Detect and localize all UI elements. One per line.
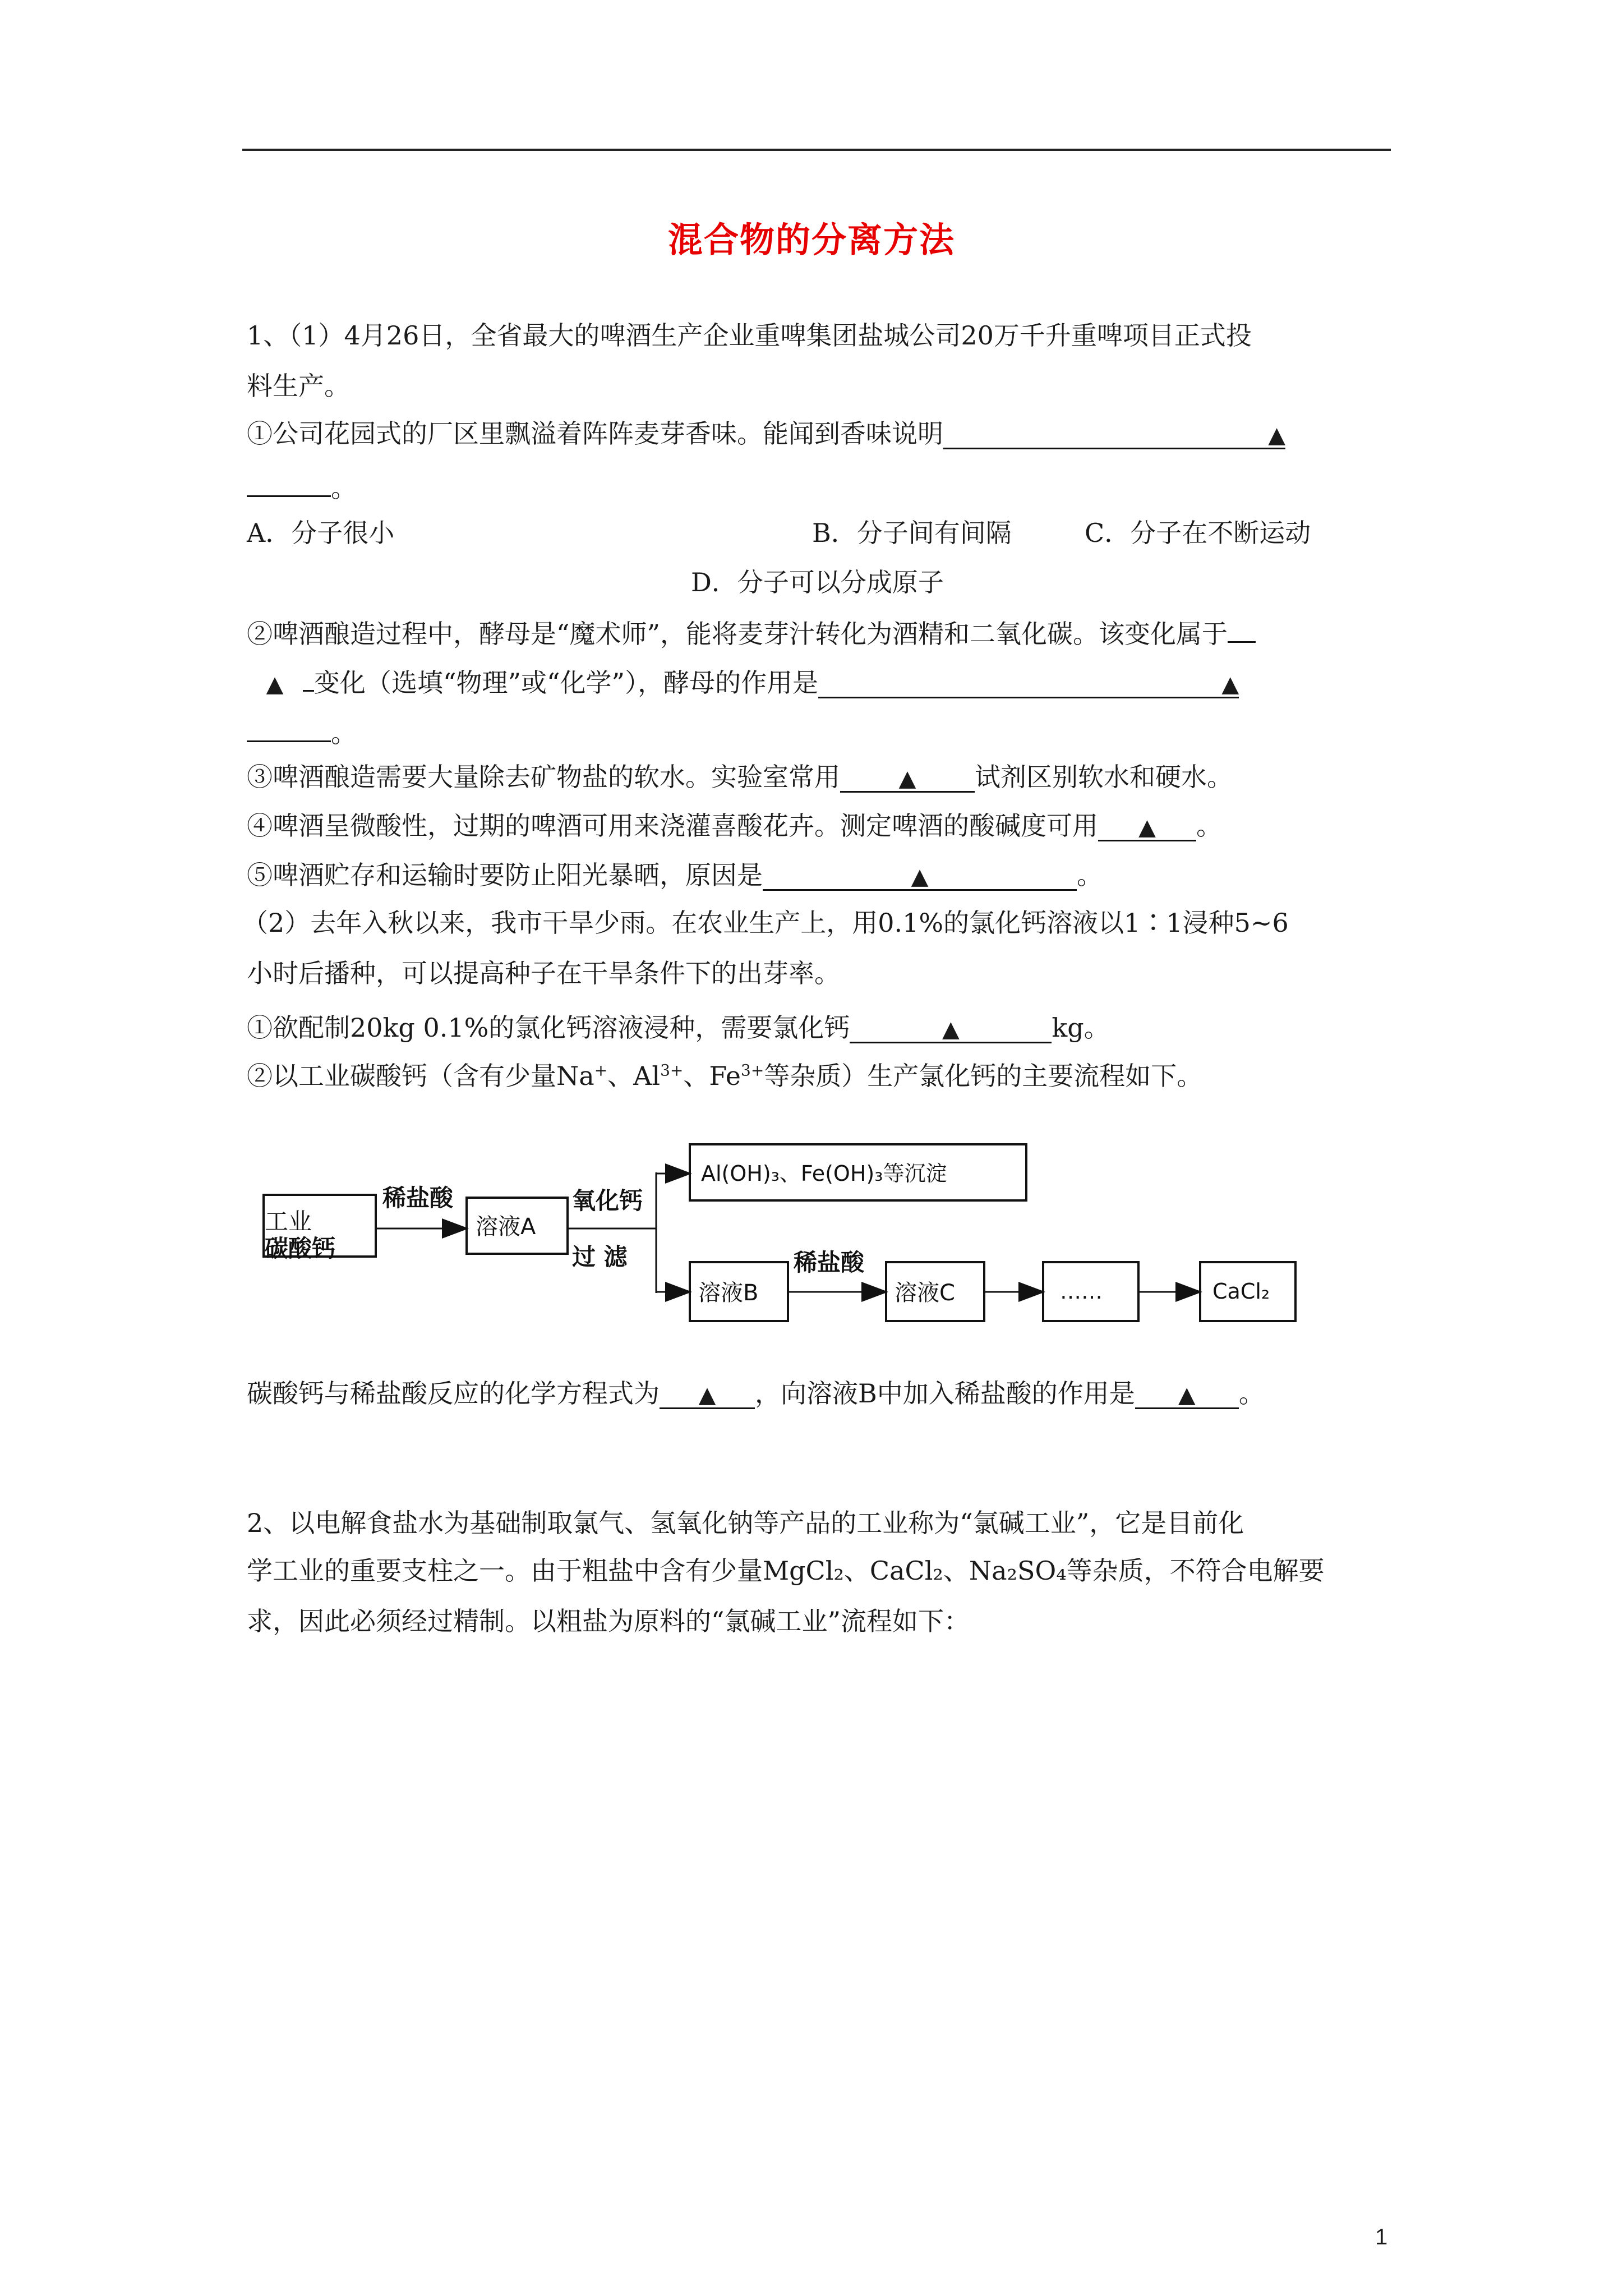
period: 。 [1077,860,1103,890]
q1-item2-blank1a[interactable] [1228,613,1256,643]
q1-part2-line2: 小时后播种，可以提高种子在干旱条件下的出芽率。 [247,958,840,988]
triangle-icon: ▲ [942,1016,960,1042]
q1-item3-text: ③啤酒酿造需要大量除去矿物盐的软水。实验室常用 [247,762,840,792]
q1-part2-item2-text: ②以工业碳酸钙（含有少量Na [247,1061,594,1091]
triangle-icon: ▲ [266,671,284,697]
q1-part2-item2-text-al: 、Al [607,1061,661,1091]
product-label: CaCl₂ [1212,1279,1270,1304]
triangle-icon: ▲ [1138,815,1156,840]
q1-item3 [247,760,1233,794]
solution-b-label: 溶液B [698,1280,759,1306]
precipitate-label: Al(OH)₃、Fe(OH)₃等沉淀 [701,1161,947,1186]
reagent-1-label: 稀盐酸 [382,1184,454,1212]
q1-item3-text2: 试剂区别软水和硬水。 [975,762,1233,792]
q1-item2-line3 [247,712,357,750]
ellipsis-label: …… [1060,1279,1103,1304]
triangle-icon: ▲ [1178,1382,1196,1408]
q1-item1-cont [247,467,357,505]
q1-item2-blank2[interactable] [818,669,1239,698]
q1-equation-text: 碳酸钙与稀盐酸反应的化学方程式为 [247,1378,660,1409]
period: 。 [1196,811,1222,841]
period: 。 [331,473,357,503]
filter-label: 过 滤 [572,1243,628,1271]
q1-item5 [247,858,1103,892]
q1-part2-item2 [247,1059,1202,1093]
q1-item2-line2 [247,662,1239,700]
q1-intro-line1: 1、（1）4月26日，全省最大的啤酒生产企业重啤集团盐城公司20万千升重啤项目正式投 [247,320,1252,351]
sup-3plus: 3+ [660,1061,684,1080]
q1-item2-blank1c [303,662,314,692]
q2-line2: 学工业的重要支柱之一。由于粗盐中含有少量MgCl₂、CaCl₂、Na₂SO₄等杂质，不符合电解要 [247,1556,1325,1586]
sup-plus: + [594,1061,608,1080]
q1-item4-blank[interactable] [1098,812,1196,841]
page-number: 1 [1375,2225,1388,2249]
q1-role-text: ，向溶液B中加入稀盐酸的作用是 [755,1378,1135,1409]
q1-equation-question [247,1377,1265,1410]
triangle-icon: ▲ [1221,671,1239,697]
header-rule [242,149,1391,151]
q1-item1-blank[interactable] [943,420,1285,449]
triangle-icon: ▲ [898,766,916,792]
triangle-icon: ▲ [698,1382,716,1408]
q1-item1-blank-cont[interactable] [247,467,331,497]
q2-line3: 求，因此必须经过精制。以粗盐为原料的“氯碱工业”流程如下： [247,1606,970,1636]
q1-equation-blank[interactable] [660,1379,755,1409]
period: 。 [1238,1378,1265,1409]
raw-material-line2: 碳酸钙 [265,1235,336,1262]
q1-option-b: B．分子间有间隔 [812,518,1012,548]
solution-a-label: 溶液A [476,1214,536,1240]
q1-item1-text: ①公司花园式的厂区里飘溢着阵阵麦芽香味。能闻到香味说明 [247,418,943,449]
reagent-3-label: 稀盐酸 [794,1249,865,1276]
q1-option-d: D．分子可以分成原子 [691,567,944,597]
triangle-icon: ▲ [1268,422,1285,448]
q1-role-blank[interactable] [1135,1379,1239,1409]
q1-option-c: C．分子在不断运动 [1085,518,1311,548]
solution-c-label: 溶液C [895,1280,955,1306]
q1-item4 [247,809,1222,843]
reagent-2-label: 氧化钙 [572,1187,643,1214]
q1-part2-item1-blank[interactable] [850,1014,1052,1043]
q1-item4-text: ④啤酒呈微酸性，过期的啤酒可用来浇灌喜酸花卉。测定啤酒的酸碱度可用 [247,811,1098,841]
period: 。 [331,718,357,748]
sup-3plus: 3+ [741,1061,764,1080]
q2-line1: 2、以电解食盐水为基础制取氯气、氢氧化钠等产品的工业称为“氯碱工业”，它是目前化 [247,1508,1244,1538]
q1-item2-blank2-cont[interactable] [247,712,331,742]
q1-item2-text2: 变化（选填“物理”或“化学”），酵母的作用是 [314,668,819,698]
q1-option-a: A．分子很小 [247,518,395,548]
q1-part2-item1-unit: kg。 [1052,1013,1110,1043]
q1-item2-blank1b[interactable] [247,669,303,697]
q1-item2-text: ②啤酒酿造过程中，酵母是“魔术师”，能将麦芽汁转化为酒精和二氧化碳。该变化属于 [247,619,1228,649]
q1-item5-text: ⑤啤酒贮存和运输时要防止阳光暴晒，原因是 [247,860,763,890]
q1-part2-item2-text-end: 等杂质）生产氯化钙的主要流程如下。 [764,1061,1203,1091]
process-flow-diagram [252,1139,1307,1329]
triangle-icon: ▲ [911,864,929,890]
q1-part2-line1: （2）去年入秋以来，我市干旱少雨。在农业生产上，用0.1%的氯化钙溶液以1∶1浸种5~6 [242,908,1289,938]
q1-item3-blank[interactable] [840,763,975,793]
q1-part2-item1 [247,1011,1110,1045]
raw-material-line1: 工业 [265,1208,312,1235]
q1-item5-blank[interactable] [763,861,1077,891]
q1-intro-line2: 料生产。 [247,371,350,401]
q1-part2-item1-text: ①欲配制20kg 0.1%的氯化钙溶液浸种，需要氯化钙 [247,1013,850,1043]
q1-item1 [247,417,1285,450]
q1-item2-line1 [247,613,1256,651]
q1-part2-item2-text-fe: 、Fe [683,1061,741,1091]
page-title: 混合物的分离方法 [667,219,955,260]
